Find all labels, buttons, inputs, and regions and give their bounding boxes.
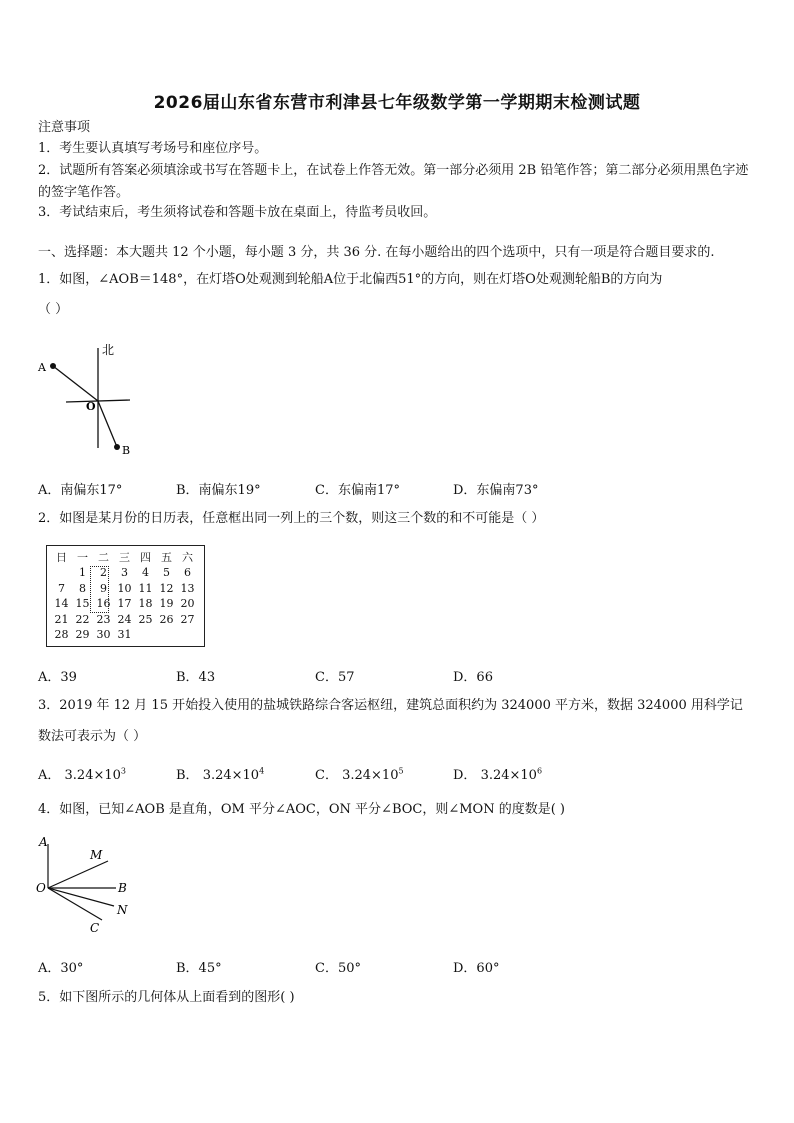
q1-option-b: B．南偏东19° [176, 483, 261, 498]
calendar-cell: 14 [54, 597, 69, 611]
calendar-cell: 15 [75, 597, 90, 611]
calendar-cell: 13 [180, 581, 195, 595]
section-heading: 一、选择题：本大题共 12 个小题，每小题 3 分，共 36 分. 在每小题给出的四个选项中，只有一项是符合题目要求的. [38, 245, 715, 260]
option-label: C． [315, 768, 338, 783]
calendar-header-cell: 一 [77, 551, 88, 564]
calendar-cell: 20 [180, 597, 195, 611]
q5-stem: 5．如下图所示的几何体从上面看到的图形( ) [38, 990, 295, 1005]
ray-on [48, 888, 114, 906]
calendar-header-row [51, 549, 198, 565]
q4-option-b: B．45° [176, 961, 222, 976]
q4-option-d: D．60° [453, 961, 500, 976]
q4-stem: 4．如图，已知∠AOB 是直角，OM 平分∠AOC，ON 平分∠BOC，则∠MON 的度数是( ) [38, 802, 565, 817]
calendar-cell: 30 [96, 628, 111, 642]
notice-item-3: 3．考试结束后，考生须将试卷和答题卡放在桌面上，待监考员收回。 [38, 205, 437, 220]
calendar-row [51, 627, 198, 643]
q4-option-a: A．30° [38, 961, 84, 976]
calendar-cell: 24 [117, 612, 132, 626]
calendar-cell: 28 [54, 628, 69, 642]
q2-option-c: C．57 [315, 670, 355, 685]
calendar-cell: 1 [79, 566, 86, 580]
q3-option-c [315, 764, 404, 783]
calendar-header-cell: 二 [98, 551, 109, 564]
q3-option-a [38, 764, 126, 783]
calendar-cell: 29 [75, 628, 90, 642]
label-a: A [39, 835, 48, 849]
calendar-cell: 7 [58, 581, 65, 595]
label-o: O [36, 881, 46, 895]
option-base: 3.24×10 [342, 768, 399, 783]
q1-option-a: A．南偏东17° [38, 483, 123, 498]
q1-option-d: D．东偏南73° [453, 483, 539, 498]
point-a [50, 363, 56, 369]
notice-item-1: 1．考生要认真填写考场号和座位序号。 [38, 141, 268, 156]
label-c: C [90, 921, 100, 935]
calendar-cell: 17 [117, 597, 132, 611]
q2-option-b: B．43 [176, 670, 216, 685]
label-b: B [118, 881, 127, 895]
notice-heading: 注意事项 [38, 120, 91, 135]
calendar-row [51, 565, 198, 581]
calendar-cell: 4 [142, 566, 149, 580]
label-a: A [38, 361, 46, 374]
calendar-cell: 2 [100, 566, 107, 580]
notice-item-2: 2．试题所有答案必须填涂或书写在答题卡上，在试卷上作答无效。第一部分必须用 2B 铅笔作答；第二部分必须用黑色字迹的签字笔作答。 [38, 163, 749, 200]
calendar-cell: 31 [117, 628, 132, 642]
option-base: 3.24×10 [480, 768, 537, 783]
q3-stem: 3．2019 年 12 月 15 开始投入使用的盐城铁路综合客运枢纽，建筑总面积约为 324000 平方米，数据 324000 用科学记 [38, 698, 743, 713]
calendar-cell: 12 [159, 581, 174, 595]
calendar-row [51, 581, 198, 597]
ray-oc [48, 888, 102, 920]
option-base: 3.24×10 [64, 768, 121, 783]
label-b: B [122, 444, 131, 457]
calendar-cell: 3 [121, 566, 128, 580]
calendar-header-cell: 日 [56, 551, 67, 564]
page-title: 2026届山东省东营市利津县七年级数学第一学期期末检测试题 [153, 93, 641, 113]
option-label: B． [176, 768, 199, 783]
calendar-cell: 21 [54, 612, 69, 626]
calendar-cell: 27 [180, 612, 195, 626]
option-label: D． [453, 768, 477, 783]
calendar-cell: 26 [159, 612, 174, 626]
calendar-cell: 10 [117, 581, 132, 595]
calendar-cell: 25 [138, 612, 153, 626]
q1-figure [36, 338, 146, 460]
label-o: O [86, 400, 96, 413]
calendar-cell: 6 [184, 566, 191, 580]
calendar-row [51, 612, 198, 628]
calendar-header-cell: 五 [161, 551, 172, 564]
calendar-cell [135, 627, 156, 643]
calendar-cell [51, 565, 72, 581]
calendar-cell: 8 [79, 581, 86, 595]
q2-option-a: A．39 [38, 670, 77, 685]
option-base: 3.24×10 [202, 768, 260, 783]
q1-option-c: C．东偏南17° [315, 483, 400, 498]
q2-stem: 2．如图是某月份的日历表，任意框出同一列上的三个数，则这三个数的和不可能是（ ） [38, 511, 545, 526]
calendar-row [51, 596, 198, 612]
calendar-header-cell: 三 [119, 551, 130, 564]
option-exponent: 5 [398, 766, 404, 776]
calendar-cell: 18 [138, 597, 153, 611]
calendar-cell [156, 627, 177, 643]
ray-oa [53, 366, 98, 401]
option-exponent: 6 [536, 766, 543, 776]
dotted-selection-box [90, 566, 109, 613]
ray-ob [98, 401, 117, 447]
option-exponent: 4 [259, 766, 265, 776]
q3-option-b [176, 764, 264, 783]
option-label: A． [38, 768, 61, 783]
calendar-cell: 5 [163, 566, 170, 580]
calendar-header-cell: 六 [182, 551, 193, 564]
north-label: 北 [102, 343, 115, 357]
q1-stem: 1．如图，∠AOB＝148°，在灯塔O处观测到轮船A位于北偏西51°的方向，则在灯塔O处观测轮船B的方向为 [38, 272, 663, 287]
calendar-header-cell: 四 [140, 551, 151, 564]
calendar-table [46, 545, 205, 647]
option-exponent: 3 [120, 766, 127, 776]
q4-figure [34, 830, 144, 938]
calendar-cell: 16 [96, 597, 111, 611]
calendar-cell: 22 [75, 612, 90, 626]
label-m: M [90, 848, 103, 862]
q3-option-d [453, 764, 542, 783]
calendar-cell [177, 627, 198, 643]
q1-blank: （ ） [38, 302, 69, 317]
q4-option-c: C．50° [315, 961, 361, 976]
point-b [114, 444, 120, 450]
calendar-cell: 19 [159, 597, 174, 611]
label-n: N [117, 903, 128, 917]
q2-option-d: D．66 [453, 670, 493, 685]
q3-stem-cont: 数法可表示为（ ） [38, 729, 147, 744]
calendar-cell: 9 [100, 581, 107, 595]
calendar-cell: 11 [138, 581, 153, 595]
calendar-cell: 23 [96, 612, 111, 626]
ray-om [48, 861, 108, 888]
